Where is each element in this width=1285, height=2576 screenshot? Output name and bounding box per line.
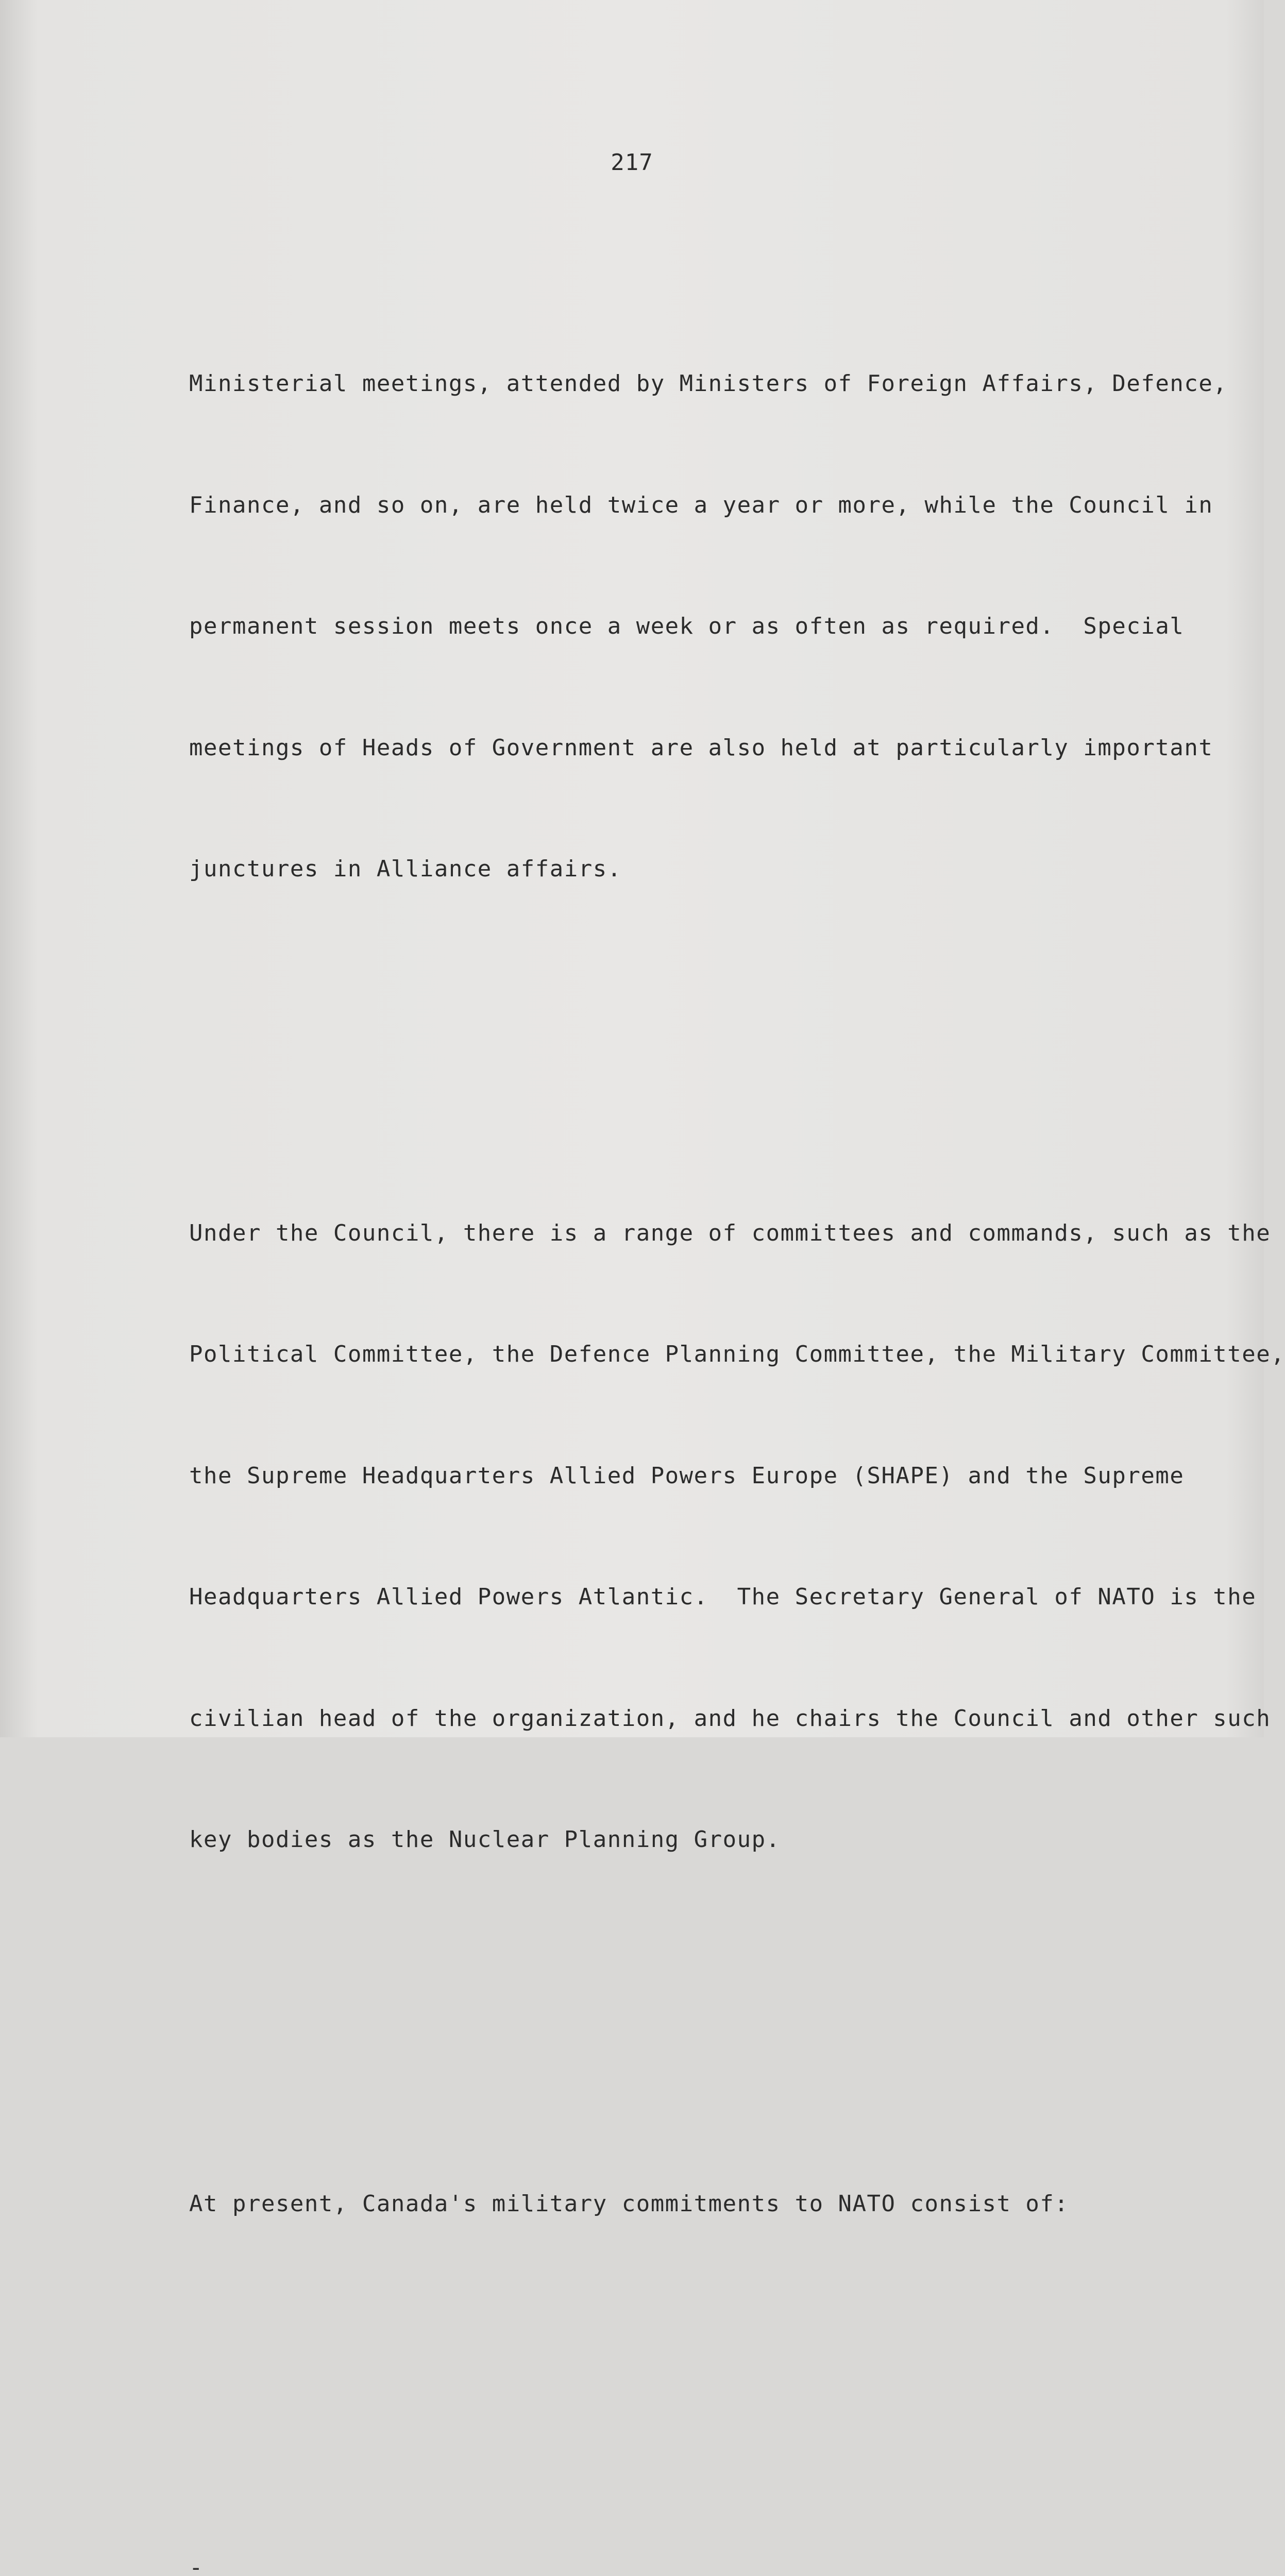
text-line: permanent session meets once a week or as often as required. Special <box>189 613 1185 639</box>
paragraph-committees-and-commands <box>189 1132 1285 1941</box>
paragraph-ministerial-meetings <box>189 283 1228 971</box>
text-line: meetings of Heads of Government are also held at particularly important <box>189 734 1213 761</box>
text-line: Ministerial meetings, attended by Ministers of Foreign Affairs, Defence, <box>189 370 1228 397</box>
text-line: Headquarters Allied Powers Atlantic. The Secretary General of NATO is the <box>189 1584 1257 1610</box>
commitments-list <box>189 2467 1220 2576</box>
text-line: Under the Council, there is a range of committees and commands, such as the <box>189 1219 1271 1246</box>
text-line: key bodies as the Nuclear Planning Group. <box>189 1826 781 1853</box>
text-line: Finance, and so on, are held twice a year or more, while the Council in <box>189 492 1213 518</box>
text-line: the Supreme Headquarters Allied Powers Europe (SHAPE) and the Supreme <box>189 1462 1185 1489</box>
list-item <box>189 2548 1220 2576</box>
paragraph-canada-commitments-intro <box>189 2103 1220 2306</box>
text-line: Political Committee, the Defence Planning Committee, the Military Committee, <box>189 1341 1285 1367</box>
text-line: junctures in Alliance affairs. <box>189 856 622 882</box>
bullet-dash: - <box>189 2554 204 2576</box>
text-line: At present, Canada's military commitments to NATO consist of: <box>189 2190 1069 2217</box>
body-text <box>189 202 1285 2576</box>
text-line: civilian head of the organization, and he chairs the Council and other such <box>189 1705 1271 1732</box>
page-number: 217 <box>611 149 653 176</box>
